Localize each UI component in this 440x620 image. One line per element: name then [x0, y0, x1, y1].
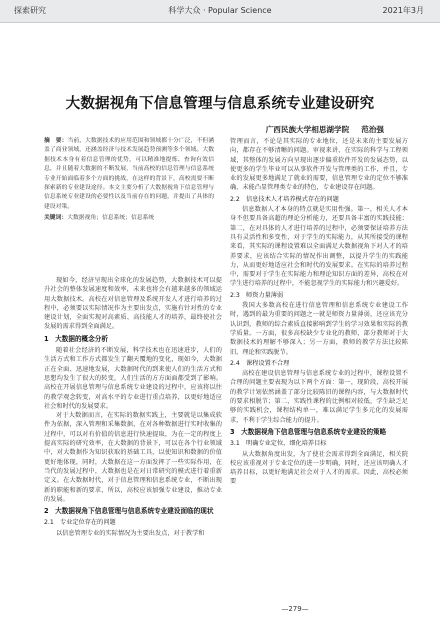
- author-affiliation: 广西民族大学相思湖学院: [265, 125, 350, 134]
- section-heading: 1 大数据的概念分析: [44, 334, 108, 343]
- keywords-label: 关键词：: [44, 215, 68, 222]
- abstract-label: 摘 要：: [44, 138, 68, 144]
- page-number-text: —279—: [281, 605, 309, 613]
- keywords-text: 大数据视角；信息系统；信息系统: [67, 215, 155, 222]
- author-name: 范治强: [361, 125, 384, 134]
- issue-date: 2021年3月: [382, 6, 424, 15]
- right-column: [230, 137, 408, 487]
- paragraph: 信息数据人才本身的特点就是实用性强。第一，相关人才本身不但要具备高超的理论分析能力，还要具备丰富的实践技能；第二，在对具体的人才进行培养的过程中，必须要保证培养方法具有灵活性和多变性，对于学生的实际能力，从其所接受的课程来看，其实际的课程设置难以全面满足大数据视角下对人才的培养要求，应该结合实际的情况作出调整，以提升学生的实践能力，从而更好地适应社会和时代的发展要求。在实际的培养过程中，需要对于学生在实际能力和理论知识方面的差异，高校在对学生进行培养的过程中，不能忽视学生的实际能力和兴趣爱好。: [230, 206, 408, 288]
- article-title: 大数据视角下信息管理与信息系统专业建设研究: [65, 96, 375, 112]
- page-header: [0, 0, 440, 23]
- paragraph: 我国大多数高校在进行信息管理和信息系统专业建设工作时，遇到的最为重要的问题之一就是师资力量薄弱，还应该充分认识到，教师的综合素质直接影响到学生的学习效果和实际的教学质量。一方面，很多高校缺少专业化的教师，部分教师对于大数据技术的理解不够深入；另一方面，教师的教学方法比较陈旧，理论和实践脱节。: [230, 302, 408, 356]
- abstract: [44, 137, 214, 224]
- section-label: 探索研究: [14, 6, 46, 15]
- abstract-text: 当前，大数据技术的应用范围和领域都十分广泛，不但涵盖了商业领域，还涵盖经济与技术发展趋势预测等多个领域。大数据技术本身有着信息管理的优势，可以精准地提炼、查询有效信息，并且随着大数据的不断发展，当前高校的信息管理与信息系统专业开始面临着多个方面的挑战，在这样的背景下，高校需要不断探索新的专业建设途径。本文主要分析了大数据视角下信息管理与信息系统专业建设的必要性以及当前存在的问题，并提出了具体的建设对策。: [44, 138, 214, 210]
- subsection-heading: 3.1 明确专业定位，细化培养目标: [230, 440, 327, 448]
- paragraph: 随着社会经济的不断发展，科学技术也在迅速进步，人们的生活方式和工作方式都发生了翻天覆地的变化，现如今，大数据正在全面、迅速地发展，大数据时代的到来使人们的生活方式和思想均发生了很大的转变，人们生活的方方面面都受到了影响。高校在开展信息管理与信息系统专业建设的过程中，应该将以往的教学观念转变，对高水平的专业进行重点培养，以更好地适应社会和时代的发展要求。: [44, 347, 222, 410]
- subsection-heading: 2.2 信息技术人才培养模式存在的问题: [230, 195, 339, 203]
- journal-name: 科学大众 · Popular Science: [168, 6, 272, 15]
- paragraph: 以信息管理专业的实际情况为主要出发点，对于教学和: [56, 529, 205, 537]
- paragraph: 从大数据角度出发，为了使社会需求得到全面满足，相关院校应该重视对于专业定位的进一步明确，同时，还应该明确人才培养目标，以更好地满足社会对于人才的需求。因此，高校必须要: [230, 450, 408, 486]
- subsection-heading: 2.4 课程设置不合理: [230, 359, 290, 367]
- subsection-heading: 2.3 师资力量薄弱: [230, 291, 284, 299]
- author-line: [266, 124, 384, 135]
- paragraph: 高校在建设信息管理与信息系统专业的过程中，课程设置不合理的问题主要表现为以下两个方面：第一，现阶段，高校开展的教学计划依然涵盖了部分比较陈旧的课程内容，与大数据时代的要求相脱节；第二，实践性课程的比例相对较低，学生缺乏足够的实践机会，课程结构单一，难以满足学生多元化的发展需求，不利于学生综合能力的提升。: [230, 370, 408, 424]
- subsection-heading: 2.1 专业定位存在的问题: [44, 519, 116, 527]
- section-heading: 2 大数据视角下信息管理与信息系统专业建设面临的现状: [44, 507, 214, 516]
- page-number: [0, 605, 440, 613]
- paragraph: 对于大数据而言，在实际的数据实践上，主要就是以集成软件为依据，深入管理和采集数据，在对各种数据进行实时收集的过程中，可以对有价值的信息进行快速提取，为在一定的程度上提高实际的研究效率，在大数据的背景下，可以在各个行业领域中，对大数据作为知识获取的基础工具，以使知识和数据的价值更好地体现，同时，大数据在这一方面发挥了一些实际作用，在当代的发展过程中，大数据也是在对日常研究的模式进行着重新定义。在大数据时代，对于信息管理和信息系统专业，不断出现新的职能和新的要求，所以，高校应该加强专业建设，推动专业的发展。: [44, 412, 222, 503]
- left-column: [44, 276, 222, 538]
- section-heading: 3 大数据视角下信息管理与信息系统专业建设的策略: [230, 427, 387, 436]
- paragraph: 管理而言，不论是其实际的专业地位，还是未来的主要发展方向，都存在不够清晰的问题。审视来讲，在实际的科学与工程领域，其整体的发展方向呈现出逐步偏重软件开发的发展态势，以使更多的学生毕业可以从事软件开发与管理类的工作，并且，专业的发展更多地满足了就业的需要，信息管理专业的定位不够准确，未能凸显管理类专业的特色，专业建设存在问题。: [230, 138, 408, 192]
- paragraph: 现如今，经济呈现出全球化的发展趋势，大数据技术可以提升社会的整体发展速度和效率，未来也将会有越来越多的领域运用大数据技术。高校在对信息管理及系统开发人才进行培养的过程中，必须要以实际情况作为主要出发点，实施有针对性的专业建设计划，全面实现对高素质、高技能人才的培养，最终使社会发展的需求得到全面满足。: [44, 277, 222, 331]
